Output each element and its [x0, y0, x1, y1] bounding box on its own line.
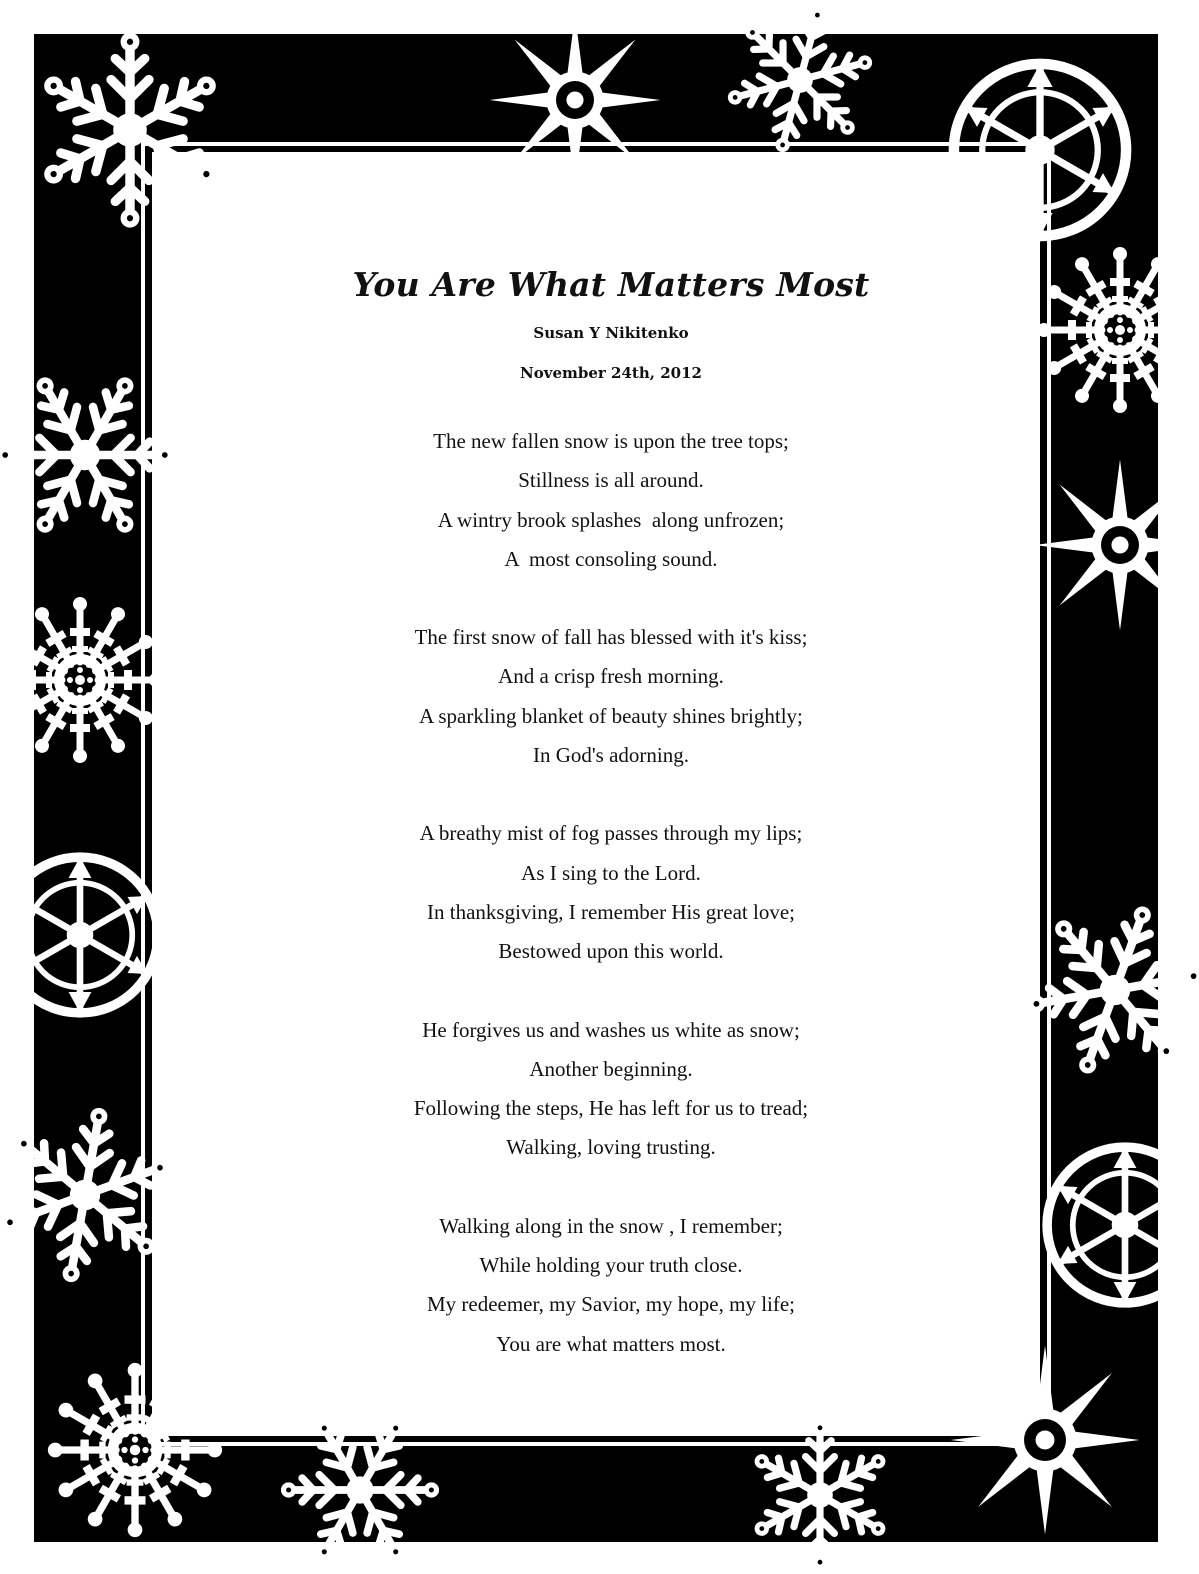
poem-line: And a crisp fresh morning. [498, 664, 724, 689]
poem-line: He forgives us and washes us white as snow; [422, 1017, 800, 1042]
stanza [230, 618, 992, 775]
poem-content [230, 258, 992, 1403]
poem-line: Bestowed upon this world. [498, 939, 724, 964]
poem-line: The new fallen snow is upon the tree tops; [433, 429, 789, 453]
stanza [230, 422, 992, 579]
snowflake-icon [490, 14, 661, 185]
poem-line: A wintry brook splashes along unfrozen; [437, 507, 785, 532]
poem-author: Susan Y Nikitenko [533, 324, 689, 342]
stanza [230, 814, 992, 971]
poem-line: Walking along in the snow , I remember; [439, 1213, 783, 1238]
poem-line: The first snow of fall has blessed with it's kiss; [414, 625, 808, 650]
poem-line: You are what matters most. [496, 1331, 726, 1356]
snowflake-icon [954, 64, 1126, 236]
poem-date: November 24th, 2012 [520, 364, 702, 382]
poem-line: A sparkling blanket of beauty shines brightly; [419, 703, 803, 728]
poem-line: Another beginning. [529, 1056, 693, 1081]
poem-line: A most consoling sound. [504, 546, 718, 571]
stanza [230, 1011, 992, 1168]
poem-line: Walking, loving trusting. [506, 1135, 716, 1160]
poem-line: Following the steps, He has left for us to tread; [413, 1096, 809, 1121]
poem-title: You Are What Matters Most [352, 265, 870, 304]
poem-line: As I sing to the Lord. [521, 860, 701, 885]
poem-line: While holding your truth close. [479, 1253, 743, 1278]
poem-body [230, 422, 992, 1364]
poem-line: In thanksgiving, I remember His great love; [427, 899, 795, 924]
poem-line: A breathy mist of fog passes through my lips; [419, 821, 803, 846]
poem-line: Stillness is all around. [518, 468, 704, 493]
stanza [230, 1207, 992, 1364]
poem-line: In God's adorning. [532, 743, 689, 768]
snowflake-icon [2, 857, 158, 1013]
poem-line: My redeemer, my Savior, my hope, my life; [426, 1292, 796, 1317]
